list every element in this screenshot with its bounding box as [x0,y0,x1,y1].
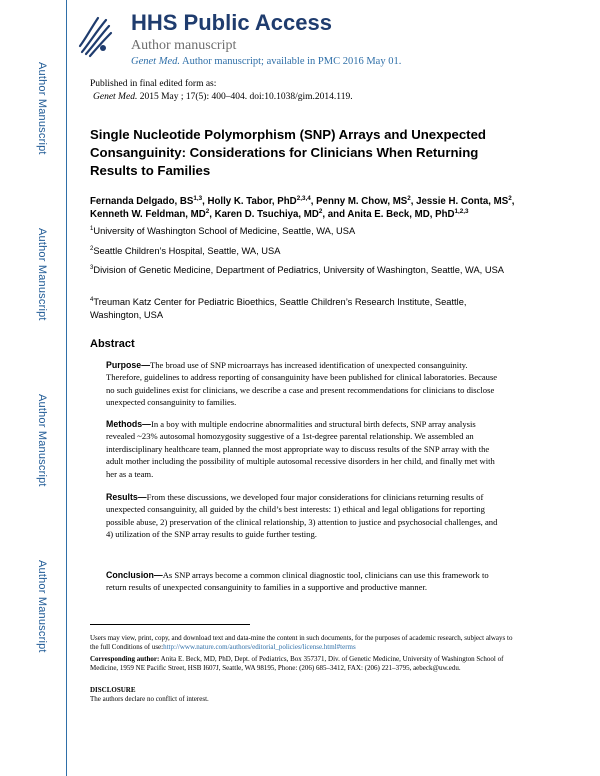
published-in-label: Published in final edited form as: [90,79,217,89]
author-separator: , [310,196,317,207]
author-manuscript-subtitle: Author manuscript [131,38,237,53]
affiliation-item [90,264,510,277]
author-separator: , [209,209,215,220]
disclosure-text: The authors declare no conflict of interest. [90,695,209,704]
published-journal: Genet Med. [93,92,138,102]
footnote-rule [90,624,250,625]
author-name: Holly K. Tabor, PhD [207,196,297,207]
author-name: Jessie H. Conta, MS [416,196,509,207]
terms-text: Users may view, print, copy, and download text and data-mine the content in such documents, for the purposes of academic research, subject always to the full Conditions of use: [90,634,513,652]
section-label: Results— [106,492,147,502]
sidebar-label-author-manuscript: Author Manuscript [36,560,48,653]
author-name: Penny M. Chow, MS [316,196,408,207]
journal-name: Genet Med. [131,56,180,67]
sidebar-label-author-manuscript: Author Manuscript [36,394,48,487]
sidebar-label-author-manuscript: Author Manuscript [36,228,48,321]
abstract-methods [106,418,501,480]
sidebar-divider [66,0,67,776]
disclosure-footnote [90,686,520,705]
corresponding-author-footnote [90,655,520,674]
author-affiliation-sup: 2 [407,194,411,202]
hhs-eagle-logo-icon [76,12,114,60]
availability-text: Author manuscript; available in PMC 2016 May 01. [179,56,402,67]
author-separator: , [322,209,328,220]
abstract-heading: Abstract [90,338,135,350]
author-affiliation-sup: 2,3,4 [296,194,311,202]
citation-detail: 2015 May ; 17(5): 400–404. doi:10.1038/gim.2014.119. [137,92,353,102]
abstract-conclusion [106,569,501,594]
affiliation-item [90,245,520,258]
author-affiliation-sup: 1,3 [193,194,203,202]
affiliation-text: University of Washington School of Medicine, Seattle, WA, USA [93,226,356,236]
author-name: Fernanda Delgado, BS [90,196,194,207]
section-label: Conclusion— [106,570,163,580]
author-and: and [327,209,348,220]
affiliation-number: 1 [90,225,94,232]
affiliation-item [90,296,510,322]
author-separator: , [410,196,417,207]
terms-link[interactable]: http://www.nature.com/authors/editorial_policies/license.html#terms [163,643,356,652]
section-label: Purpose— [106,360,150,370]
affiliation-number: 4 [90,296,94,303]
author-name: Karen D. Tsuchiya, MD [214,209,319,220]
journal-availability-line [131,56,401,67]
article-title: Single Nucleotide Polymorphism (SNP) Arrays and Unexpected Consanguinity: Considerations for Clinicians When Returning Results to Families [90,127,486,178]
hhs-public-access-title: HHS Public Access [131,10,332,35]
section-label: Methods— [106,419,151,429]
section-text: From these discussions, we developed four major considerations for clinicians returning results of unexpected consanguinity, all guided by the child’s best interests: 1) ethical and legal obligations for reporting possible abuse, 2) preservation of the clinical relationship, 3) attention to justice and psychosocial challenges, and 4) utilization of the SNP array results to guide further testing. [106,492,498,540]
section-text: In a boy with multiple endocrine abnormalities and structural birth defects, SNP array analysis revealed ~23% autosomal homozygosity suggestive of a 1st-degree parental relationship. We assembled an interdisciplinary healthcare team, planned the most appropriate way to discuss results of the SNP array with the adult mother including the possibility of multiple autosomal recessive disorders in her child, and finally met with her as a team. [106,419,495,479]
author-affiliation-sup: 2 [318,207,323,215]
sidebar-label-author-manuscript: Author Manuscript [36,62,48,155]
author-name: Kenneth W. Feldman, MD [90,209,206,220]
affiliation-text: Division of Genetic Medicine, Department of Pediatrics, University of Washington, Seattle, WA, USA [93,265,504,275]
affiliation-number: 3 [90,264,94,271]
section-text: As SNP arrays become a common clinical diagnostic tool, clinicians can use this framework to return results of unexpected consanguinity to families in a supportive and productive manner. [106,570,489,593]
corresponding-author-text: Anita E. Beck, MD, PhD, Dept. of Pediatrics, Box 357371, Div. of Genetic Medicine, University of Washington School of Medicine, 1959 NE Pacific Street, HSB I607J, Seattle, WA 98195, Phone: (206) 685–3412, FAX: (206) 221–3795, aebeck@uw.edu. [90,655,504,673]
author-list [90,195,520,221]
corresponding-author-label: Corresponding author: [90,655,160,663]
author-name: Anita E. Beck, MD, PhD [347,209,455,220]
affiliation-item [90,225,520,238]
affiliation-text: Seattle Children’s Hospital, Seattle, WA, USA [93,246,281,256]
author-affiliation-sup: 1,2,3 [454,207,469,215]
abstract-results [106,491,501,541]
affiliation-number: 2 [90,245,94,252]
abstract-purpose [106,359,501,409]
author-affiliation-sup: 2 [508,194,512,202]
disclosure-label: DISCLOSURE [90,686,136,694]
affiliation-text: Treuman Katz Center for Pediatric Bioethics, Seattle Children’s Research Institute, Seattle, Washington, USA [90,297,467,320]
section-text: The broad use of SNP microarrays has increased identification of unexpected consanguinity. Therefore, guidelines to address reporting of consanguinity have been published for clinical laboratories. Because no such guidelines exist for clinicians, we describe a case and present recommendations for clinicians to disclose unexpected consanguinity to families. [106,360,498,408]
published-citation [93,92,353,102]
author-affiliation-sup: 2 [205,207,210,215]
author-separator: , [511,196,515,207]
terms-footnote [90,634,520,653]
author-separator: , [202,196,208,207]
